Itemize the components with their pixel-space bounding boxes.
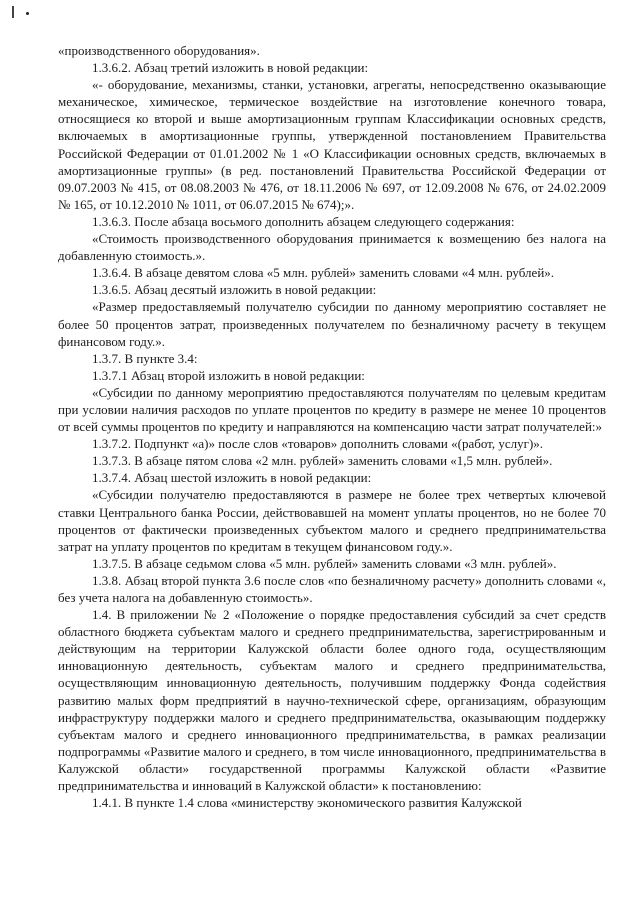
paragraph-3: «- оборудование, механизмы, станки, установки, агрегаты, непосредственно оказывающие механическое, химическое, термическое воздействие на изготовление конечного товара, относящиеся ко второй и выше амортизационным группам Классификации основных средств, включаемых в амортизационные группы, утвержденной постановлением Правительства Российской Федерации от 01.01.2002 № 1 «О Классификации основных средств, включаемых в амортизационные группы» (в ред. постановлений Правительства Российской Федерации от 09.07.2003 № 415, от 08.08.2003 № 476, от 18.11.2006 № 697, от 12.09.2008 № 676, от 24.02.2009 № 165, от 10.12.2010 № 1011, от 06.07.2015 № 674);». [58, 77, 606, 212]
paragraph-1: «производственного оборудования». [58, 43, 260, 58]
paragraph-2: 1.3.6.2. Абзац третий изложить в новой редакции: [92, 60, 369, 76]
paragraph-17: 1.3.8. Абзац второй пункта 3.6 после слов «по безналичному расчету» дополнить словами «, без учета налога на добавленную стоимость». [58, 572, 606, 605]
scan-speck [26, 12, 29, 15]
paragraph-13: 1.3.7.3. В абзаце пятом слова «2 млн. рублей» заменить словами «1,5 млн. рублей». [92, 453, 553, 469]
paragraph-11: «Субсидии по данному мероприятию предоставляются получателям по целевым кредитам при условии наличия расходов по уплате процентов по кредиту в размере не менее 10 процентов от всей суммы процентов по кредиту и направляются на компенсацию части затрат получателей:» [58, 384, 606, 435]
paragraph-8: «Размер предоставляемый получателю субсидии по данному мероприятию составляет не более 50 процентов затрат, произведенных получателем по безналичному расчету в текущем финансовом году.». [58, 299, 606, 349]
paragraph-6: 1.3.6.4. В абзаце девятом слова «5 млн. рублей» заменить словами «4 млн. рублей». [92, 265, 555, 281]
paragraph-10: 1.3.7.1 Абзац второй изложить в новой редакции: [92, 367, 365, 383]
document-page [58, 42, 606, 811]
paragraph-4: 1.3.6.3. После абзаца восьмого дополнить абзацем следующего содержания: [92, 213, 515, 229]
paragraph-19: 1.4.1. В пункте 1.4 слова «министерству экономического развития Калужской [92, 795, 522, 811]
paragraph-7: 1.3.6.5. Абзац десятый изложить в новой редакции: [92, 282, 377, 298]
paragraph-9: 1.3.7. В пункте 3.4: [92, 350, 198, 366]
paragraph-16: 1.3.7.5. В абзаце седьмом слова «5 млн. рублей» заменить словами «3 млн. рублей». [92, 555, 557, 571]
paragraph-15: «Субсидии получателю предоставляются в размере не более трех четвертых ключевой ставки Центрального банка России, действовавшей на момент уплаты процентов, но не более 70 процентов от фактически произведенных субъектом малого и среднего предпринимательства затрат на уплату процентов по кредитам в текущем финансовом году.». [58, 487, 606, 554]
paragraph-12: 1.3.7.2. Подпункт «а)» после слов «товаров» дополнить словами «(работ, услуг)». [92, 436, 544, 452]
scan-edge-mark [12, 6, 14, 18]
paragraph-5: «Стоимость производственного оборудования принимается к возмещению без налога на добавленную стоимость.». [58, 231, 606, 264]
paragraph-18: 1.4. В приложении № 2 «Положение о порядке предоставления субсидий за счет средств областного бюджета субъектам малого и среднего предпринимательства, зарегистрированным и действующим на территории Калужской области более одного года, осуществляющим инновационную деятельность, субъектам малого и среднего предпринимательства, осуществляющим инновационную деятельность, получившим поддержку Фонда содействия развитию малых форм предприятий в научно-технической сфере, организациям, образующим инфраструктуру поддержки малого и среднего предпринимательства, оказывающим поддержку субъектам малого и среднего инновационного предпринимательства, в рамках реализации подпрограммы «Развитие малого и среднего, в том числе инновационного, предпринимательства в Калужской области» государственной программы Калужской области «Развитие предпринимательства и инноваций в Калужской области» к постановлению: [58, 607, 606, 794]
paragraph-14: 1.3.7.4. Абзац шестой изложить в новой редакции: [92, 470, 372, 486]
